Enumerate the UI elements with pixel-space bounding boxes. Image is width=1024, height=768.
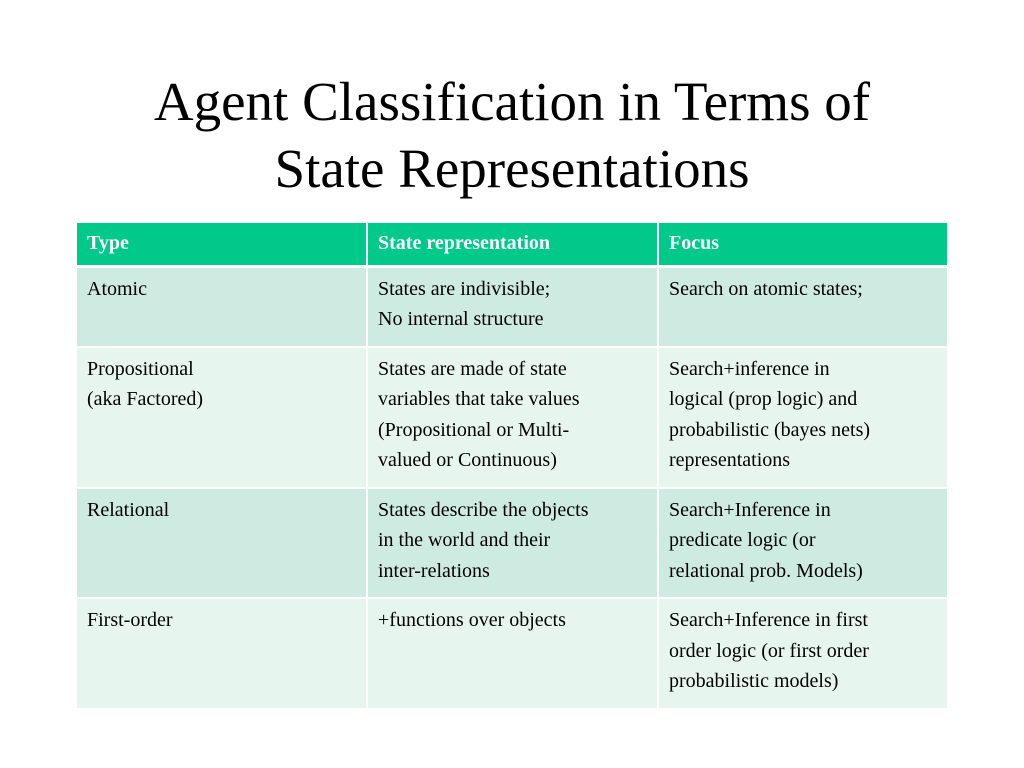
slide-title-line-2: State Representations: [274, 138, 750, 199]
cell-line: logical (prop logic) and: [669, 388, 858, 410]
classification-table: [77, 223, 947, 710]
cell-line: (Propositional or Multi-: [378, 418, 570, 441]
table-row-atomic: [77, 266, 947, 347]
header-type: Type: [77, 223, 367, 266]
cell-line: States are indivisible;: [378, 277, 551, 300]
cell-state: [367, 266, 658, 347]
cell-line: inter-relations: [378, 559, 490, 582]
cell-line: relational prob. Models): [669, 559, 863, 582]
cell-line: Search on atomic states;: [669, 277, 863, 300]
table-header-row: [77, 223, 947, 266]
cell-focus: [658, 347, 947, 488]
slide-title: [0, 68, 1024, 202]
cell-state: [367, 347, 658, 488]
slide-title-line-1: Agent Classification in Terms of: [153, 71, 871, 132]
cell-line: valued or Continuous): [378, 449, 557, 471]
classification-table-container: [77, 223, 947, 710]
cell-type: [77, 598, 367, 709]
cell-line: representations: [669, 449, 791, 471]
cell-type: [77, 488, 367, 599]
cell-line: Search+Inference in first: [669, 609, 868, 631]
cell-line: No internal structure: [378, 308, 544, 330]
cell-focus: [658, 488, 947, 599]
cell-line: States describe the objects: [378, 498, 589, 521]
table-row-propositional: [77, 347, 947, 488]
cell-focus: [658, 598, 947, 709]
cell-type: [77, 347, 367, 488]
cell-type: [77, 266, 367, 347]
header-focus: Focus: [658, 223, 947, 266]
cell-line: probabilistic (bayes nets): [669, 418, 871, 441]
table-row-relational: [77, 488, 947, 599]
cell-line: States are made of state: [378, 357, 567, 380]
cell-line: Search+inference in: [669, 357, 830, 380]
cell-line: probabilistic models): [669, 670, 839, 692]
cell-line: order logic (or first order: [669, 639, 869, 662]
cell-focus: [658, 266, 947, 347]
cell-line: Propositional: [87, 357, 194, 380]
cell-line: Atomic: [87, 277, 147, 300]
table-row-first-order: [77, 598, 947, 709]
cell-line: First-order: [87, 609, 173, 631]
cell-state: [367, 488, 658, 599]
header-state-representation: State representation: [367, 223, 658, 266]
cell-line: Search+Inference in: [669, 498, 831, 521]
cell-line: Relational: [87, 498, 170, 521]
cell-line: in the world and their: [378, 529, 551, 551]
cell-line: variables that take values: [378, 388, 580, 410]
cell-line: (aka Factored): [87, 388, 204, 410]
cell-line: predicate logic (or: [669, 529, 816, 551]
cell-state: [367, 598, 658, 709]
cell-line: +functions over objects: [378, 609, 566, 631]
